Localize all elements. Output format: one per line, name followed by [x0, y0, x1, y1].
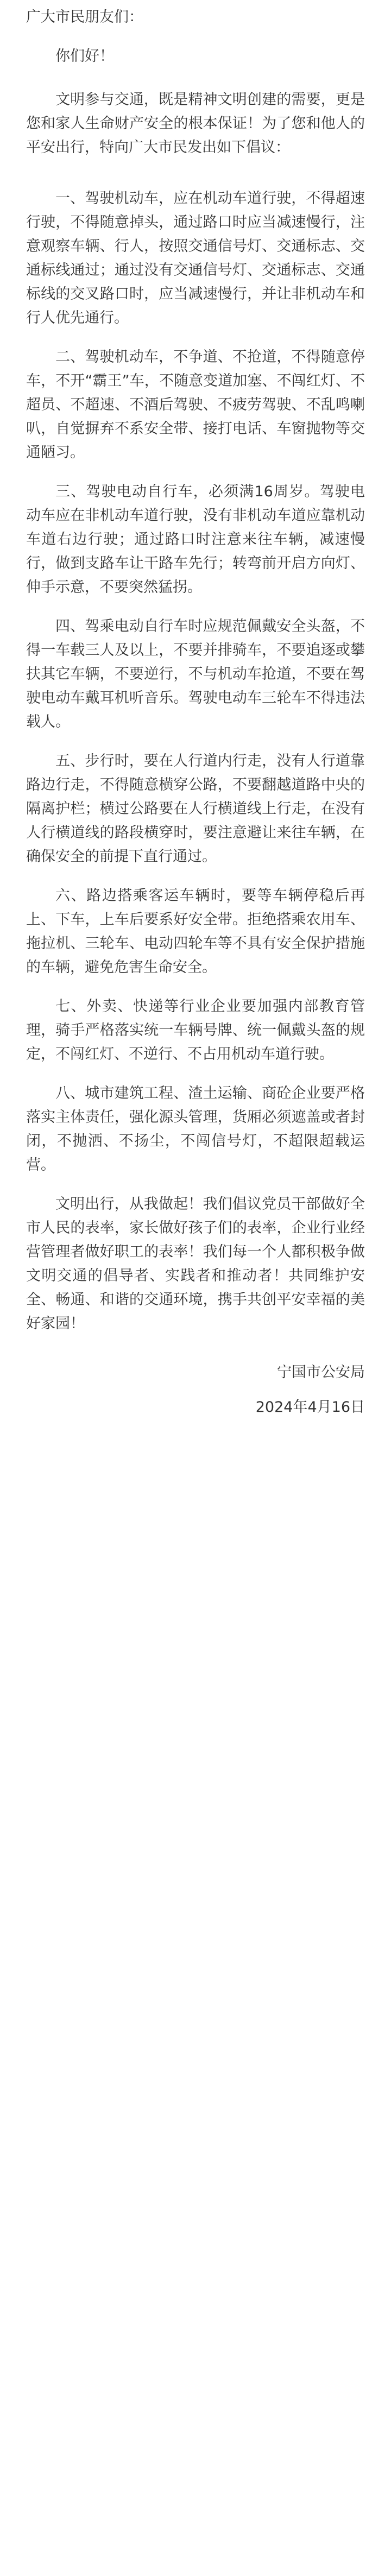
intro-paragraph: 文明参与交通，既是精神文明创建的需要，更是您和家人生命财产安全的根本保证！为了您和他人的平安出行，特向广大市民发出如下倡议： [26, 91, 365, 156]
closing-paragraph: 文明出行，从我做起！我们倡议党员干部做好全市人民的表率，家长做好孩子们的表率，企业行业经营管理者做好职工的表率！我们每一个人都积极争做文明交通的倡导者、实践者和推动者！共同维护安全、畅通、和谐的交通环境，携手共创平安幸福的美好家园！ [26, 1196, 365, 1332]
initiative-item-3: 三、驾驶电动自行车，必须满16周岁。驾驶电动车应在非机动车道行驶，没有非机动车道应靠机动车道右边行驶；通过路口时注意来往车辆，减速慢行，做到支路车让干路车先行；转弯前开启方向灯、伸手示意，不要突然猛拐。 [26, 483, 365, 596]
initiative-item-5: 五、步行时，要在人行道内行走，没有人行道靠路边行走，不得随意横穿公路，不要翻越道路中央的隔离护栏；横过公路要在人行横道线上行走，在没有人行横道线的路段横穿时，要注意避让来往车辆，在确保安全的前提下直行通过。 [26, 753, 365, 865]
initiative-item-4: 四、驾乘电动自行车时应规范佩戴安全头盔，不得一车载三人及以上，不要并排骑车，不要追逐或攀扶其它车辆，不要逆行，不与机动车抢道，不要在驾驶电动车戴耳机听音乐。驾驶电动车三轮车不得违法载人。 [26, 618, 365, 730]
initiative-item-1: 一、驾驶机动车，应在机动车道行驶，不得超速行驶，不得随意掉头，通过路口时应当减速慢行，注意观察车辆、行人，按照交通信号灯、交通标志、交通标线通过；通过没有交通信号灯、交通标志、交通标线的交叉路口时，应当减速慢行，并让非机动车和行人优先通行。 [26, 190, 365, 326]
signature-org: 宁国市公安局 [277, 1364, 365, 1381]
initiative-item-8: 八、城市建筑工程、渣土运输、商砼企业要严格落实主体责任，强化源头管理，货厢必须遮盖或者封闭，不抛洒、不扬尘，不闯信号灯，不超限超载运营。 [26, 1085, 365, 1173]
greeting: 你们好！ [55, 48, 114, 65]
signature-date: 2024年4月16日 [255, 1399, 365, 1416]
salutation: 广大市民朋友们： [26, 9, 143, 26]
initiative-item-7: 七、外卖、快递等行业企业要加强内部教育管理，骑手严格落实统一车辆号牌、统一佩戴头盔的规定，不闯红灯、不逆行、不占用机动车道行驶。 [26, 998, 365, 1063]
initiative-item-6: 六、路边搭乘客运车辆时，要等车辆停稳后再上、下车，上车后要系好安全带。拒绝搭乘农用车、拖拉机、三轮车、电动四轮车等不具有安全保护措施的车辆，避免危害生命安全。 [26, 887, 365, 976]
initiative-item-2: 二、驾驶机动车，不争道、不抢道，不得随意停车，不开“霸王”车，不随意变道加塞、不闯红灯、不超员、不超速、不酒后驾驶、不疲劳驾驶、不乱鸣喇叭，自觉摒弃不系安全带、接打电话、车窗抛物等交通陋习。 [26, 349, 365, 461]
